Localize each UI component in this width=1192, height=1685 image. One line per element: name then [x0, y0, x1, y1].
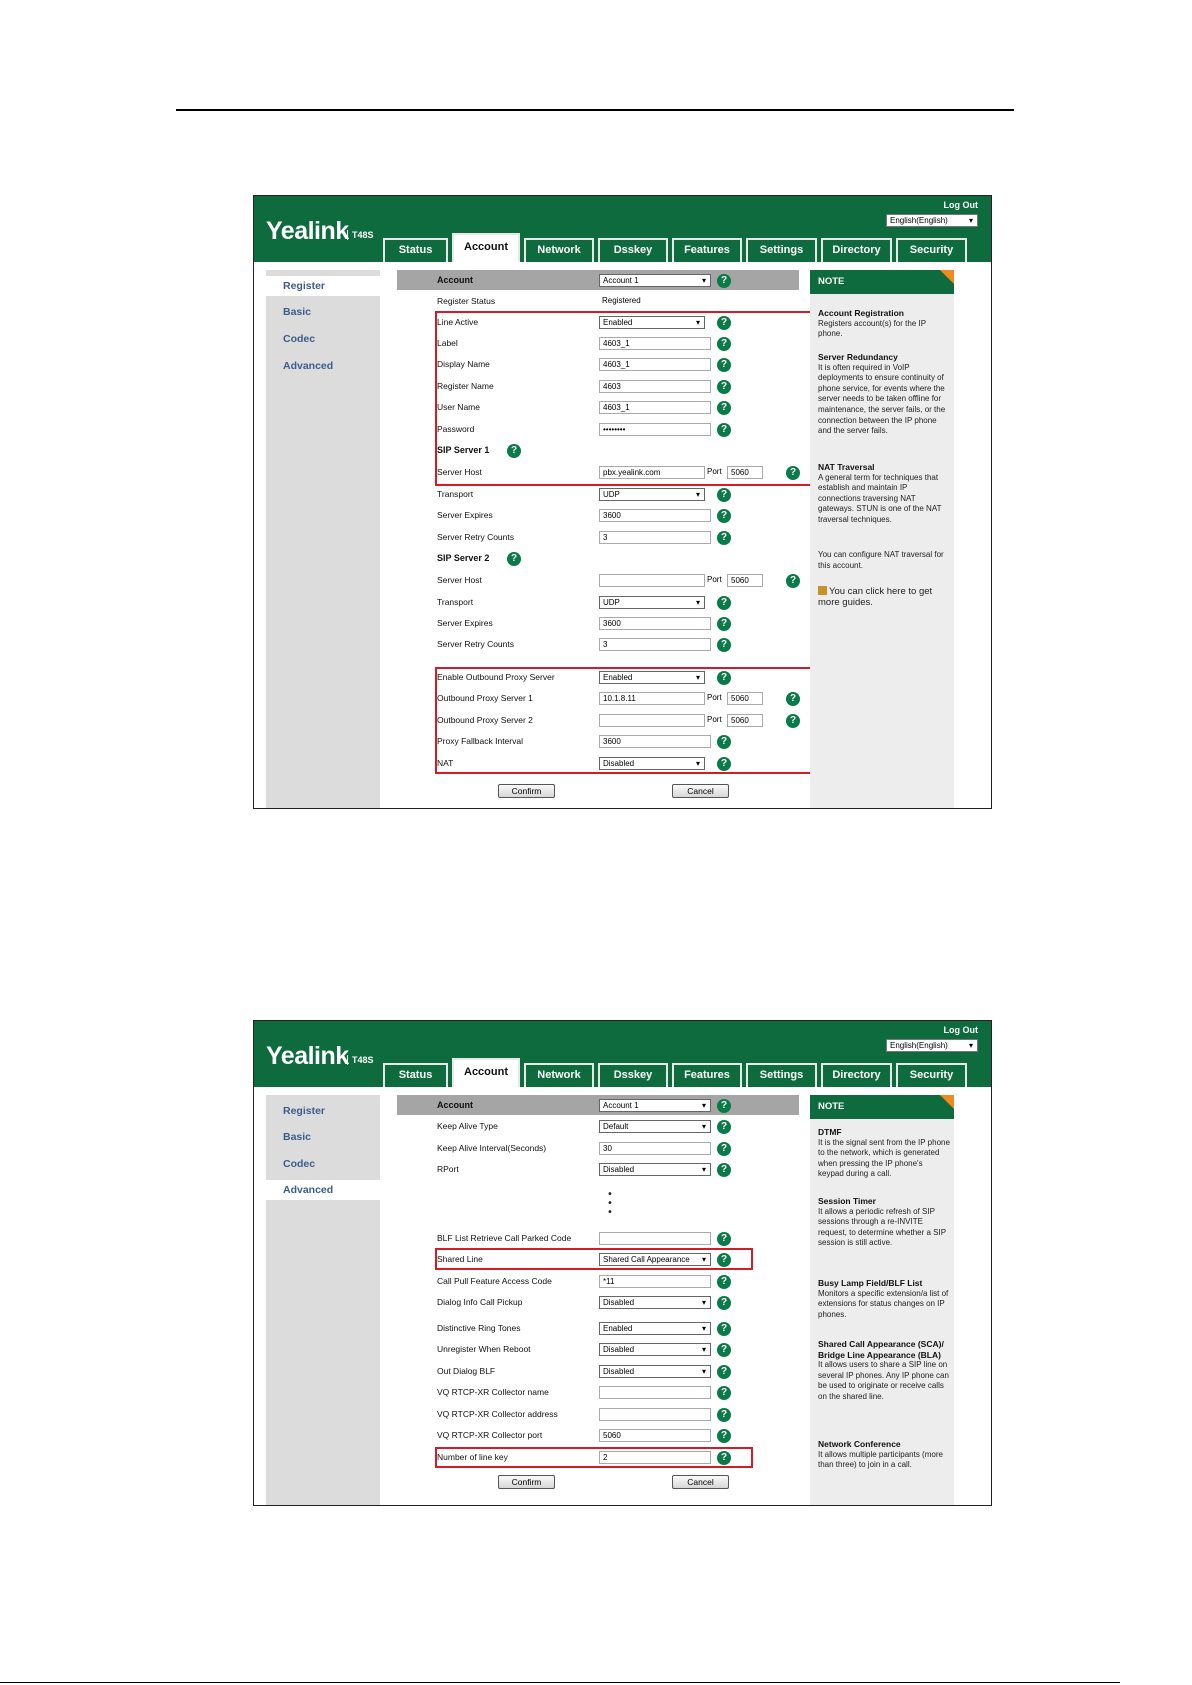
note-body: It is often required in VoIP deployments to ensure continuity of phone service, for events where the server needs to be taken offline for maintenance, the server fails, or the connection between the IP phone and the server fails. — [818, 362, 946, 436]
help-icon[interactable]: ? — [717, 358, 731, 372]
help-icon[interactable]: ? — [717, 1163, 731, 1177]
book-icon — [818, 586, 827, 595]
section-title: SIP Server 2 — [437, 553, 490, 563]
cancel-button[interactable]: Cancel — [672, 784, 729, 798]
help-icon[interactable]: ? — [507, 444, 521, 458]
tab-security[interactable]: Security — [896, 1063, 967, 1087]
note-body: You can configure NAT traversal for this account. — [818, 550, 944, 570]
unregister-reboot-row — [437, 1341, 799, 1361]
sidebar-item-advanced[interactable]: Advanced — [266, 1180, 381, 1200]
rport-select[interactable]: Disabled ▾ — [599, 1163, 711, 1176]
field-label: VQ RTCP-XR Collector address — [437, 1409, 558, 1419]
note-section — [818, 352, 950, 437]
model-label: T48S — [347, 1055, 374, 1065]
yealink-logo: Yealink — [266, 217, 349, 245]
tab-features[interactable]: Features — [672, 1063, 742, 1087]
rport-row — [437, 1161, 799, 1181]
logout-link[interactable]: Log Out — [943, 200, 978, 210]
account-select[interactable]: Account 1 ▾ — [599, 274, 711, 287]
note-panel — [810, 1095, 954, 1505]
keep-alive-type-select[interactable]: Default ▾ — [599, 1120, 711, 1133]
server-host-input[interactable]: pbx.yealink.com — [599, 466, 705, 479]
field-label: Shared Line — [437, 1254, 483, 1264]
note-body: It allows users to share a SIP line on several IP phones. Any IP phone can be used to originate or receive calls on the shared line. — [818, 1360, 949, 1401]
user-name-input[interactable]: 4603_1 — [599, 401, 711, 414]
transport-select[interactable]: UDP ▾ — [599, 596, 705, 609]
note-section — [818, 1127, 950, 1180]
vq-address-input[interactable] — [599, 1408, 711, 1421]
highlight-box — [435, 667, 827, 774]
page-body — [254, 1087, 991, 1505]
server-expires-2-row — [437, 615, 799, 635]
help-icon[interactable]: ? — [717, 638, 731, 652]
account-label: Account — [437, 1100, 473, 1110]
out-dialog-blf-select[interactable]: Disabled ▾ — [599, 1365, 711, 1378]
note-heading: Session Timer — [818, 1196, 876, 1206]
note-heading: Server Redundancy — [818, 352, 898, 362]
line-active-select[interactable]: Enabled ▾ — [599, 316, 705, 329]
port-input[interactable]: 5060 — [727, 692, 763, 705]
screenshot-advanced-page — [253, 1020, 992, 1506]
keep-alive-interval-input[interactable]: 30 — [599, 1142, 711, 1155]
note-body: It allows a periodic refresh of SIP sessions through a re-INVITE request, to determine whether a SIP session is still active. — [818, 1206, 946, 1248]
sidebar-item-advanced[interactable]: Advanced — [283, 360, 334, 372]
note-panel — [810, 270, 954, 808]
sidebar-item-register[interactable]: Register — [266, 276, 380, 296]
note-title: NOTE — [810, 270, 954, 294]
field-label: Out Dialog BLF — [437, 1366, 496, 1376]
line-key-count-input[interactable]: 2 — [599, 1451, 711, 1464]
note-heading: Busy Lamp Field/BLF List — [818, 1278, 923, 1288]
note-section — [818, 462, 950, 526]
help-icon[interactable]: ? — [717, 1099, 731, 1113]
field-label: Unregister When Reboot — [437, 1344, 531, 1354]
keep-alive-interval-row — [437, 1140, 799, 1160]
account-select[interactable]: Account 1 ▾ — [599, 1099, 711, 1112]
highlight-box — [435, 311, 827, 486]
vq-name-row — [437, 1384, 799, 1404]
tab-settings[interactable]: Settings — [746, 238, 817, 262]
vq-name-input[interactable] — [599, 1386, 711, 1399]
field-label: NAT — [437, 758, 454, 768]
port-input[interactable]: 5060 — [727, 714, 763, 727]
model-label: T48S — [347, 230, 374, 240]
field-label: Number of line key — [437, 1452, 508, 1462]
register-form — [397, 270, 799, 808]
port-label: Port — [707, 467, 722, 476]
field-label: Password — [437, 424, 475, 434]
help-icon[interactable]: ? — [717, 1232, 731, 1246]
account-row — [437, 272, 799, 292]
register-name-input[interactable]: 4603 — [599, 380, 711, 393]
keep-alive-type-row — [437, 1118, 799, 1138]
tab-dsskey[interactable]: Dsskey — [598, 238, 668, 262]
field-label: Server Expires — [437, 510, 493, 520]
transport-1-row — [437, 486, 799, 506]
note-heading: Network Conference — [818, 1439, 901, 1449]
field-label: Register Name — [437, 381, 494, 391]
server-retry-2-row — [437, 636, 799, 656]
help-icon[interactable]: ? — [717, 531, 731, 545]
field-label: Server Host — [437, 575, 482, 585]
tab-security[interactable]: Security — [896, 238, 967, 262]
dialog-pickup-row — [437, 1294, 799, 1314]
help-icon[interactable]: ? — [717, 423, 731, 437]
highlight-box — [435, 1447, 753, 1468]
tab-dsskey[interactable]: Dsskey — [598, 1063, 668, 1087]
help-icon[interactable]: ? — [717, 274, 731, 288]
tab-directory[interactable]: Directory — [821, 238, 892, 262]
transport-select[interactable]: UDP ▾ — [599, 488, 705, 501]
help-icon[interactable]: ? — [717, 380, 731, 394]
tab-network[interactable]: Network — [524, 238, 594, 262]
field-label: VQ RTCP-XR Collector name — [437, 1387, 549, 1397]
server-expires-1-row — [437, 507, 799, 527]
password-input[interactable]: •••••••• — [599, 423, 711, 436]
server-host-2-row — [437, 572, 799, 592]
help-icon[interactable]: ? — [717, 401, 731, 415]
server-retry-1-row — [437, 529, 799, 549]
note-guide-link[interactable] — [818, 586, 950, 608]
vq-port-input[interactable]: 5060 — [599, 1429, 711, 1442]
tab-settings[interactable]: Settings — [746, 1063, 817, 1087]
tab-account[interactable]: Account — [452, 233, 520, 263]
shared-line-select[interactable]: Shared Call Appearance ▾ — [599, 1253, 711, 1266]
field-label: RPort — [437, 1164, 459, 1174]
help-icon[interactable]: ? — [786, 692, 800, 706]
help-icon[interactable]: ? — [717, 337, 731, 351]
help-icon[interactable]: ? — [717, 1296, 731, 1310]
nat-select[interactable]: Disabled ▾ — [599, 757, 705, 770]
field-label: Transport — [437, 489, 474, 499]
help-icon[interactable]: ? — [786, 466, 800, 480]
field-label: Keep Alive Interval(Seconds) — [437, 1143, 547, 1153]
tab-network[interactable]: Network — [524, 1063, 594, 1087]
server-host-input[interactable] — [599, 574, 705, 587]
port-label: Port — [707, 693, 722, 702]
out-dialog-blf-row — [437, 1363, 799, 1383]
help-icon[interactable]: ? — [717, 671, 731, 685]
port-input[interactable]: 5060 — [727, 574, 763, 587]
field-label: Dialog Info Call Pickup — [437, 1297, 523, 1307]
tab-account[interactable]: Account — [452, 1058, 520, 1088]
help-icon[interactable]: ? — [717, 1386, 731, 1400]
field-label: Server Retry Counts — [437, 532, 514, 542]
tab-status[interactable]: Status — [383, 1063, 448, 1087]
sidebar-item-basic[interactable]: Basic — [283, 306, 312, 318]
register-status-row — [437, 293, 799, 313]
help-icon[interactable]: ? — [717, 1451, 731, 1465]
note-section — [818, 1439, 950, 1471]
account-label: Account — [437, 275, 473, 285]
advanced-form — [397, 1095, 799, 1505]
field-label: Distinctive Ring Tones — [437, 1323, 521, 1333]
field-label: Transport — [437, 597, 474, 607]
cancel-button[interactable]: Cancel — [672, 1475, 729, 1489]
help-icon[interactable]: ? — [717, 1343, 731, 1357]
note-body: It is the signal sent from the IP phone to the network, which is generated when pressing the IP phone's keypad during a call. — [818, 1137, 950, 1179]
help-icon[interactable]: ? — [717, 316, 731, 330]
field-label: Call Pull Feature Access Code — [437, 1276, 552, 1286]
field-label: Server Retry Counts — [437, 639, 514, 649]
sip-server-2-heading — [437, 550, 799, 570]
note-title: NOTE — [810, 1095, 954, 1119]
help-icon[interactable]: ? — [717, 596, 731, 610]
note-heading: Shared Call Appearance (SCA)/ Bridge Line Appearance (BLA) — [818, 1339, 944, 1360]
server-retry-input[interactable]: 3 — [599, 638, 711, 651]
sidebar-item-codec[interactable]: Codec — [283, 1158, 316, 1170]
help-icon[interactable]: ? — [717, 1275, 731, 1289]
field-label: Keep Alive Type — [437, 1121, 498, 1131]
note-section — [818, 308, 950, 340]
tab-directory[interactable]: Directory — [821, 1063, 892, 1087]
field-label: Register Status — [437, 296, 496, 306]
help-icon[interactable]: ? — [786, 574, 800, 588]
header-bar — [254, 196, 991, 262]
language-select[interactable]: English(English) ▾ — [886, 214, 978, 227]
help-icon[interactable]: ? — [717, 509, 731, 523]
help-icon[interactable]: ? — [717, 1429, 731, 1443]
sidebar — [266, 270, 380, 808]
ellipsis-vertical-icon: • • • — [607, 1189, 613, 1218]
call-pull-input[interactable]: *11 — [599, 1275, 711, 1288]
server-expires-input[interactable]: 3600 — [599, 617, 711, 630]
port-label: Port — [707, 575, 722, 584]
help-icon[interactable]: ? — [717, 1253, 731, 1267]
note-section — [818, 1339, 950, 1403]
field-label: VQ RTCP-XR Collector port — [437, 1430, 543, 1440]
page-body — [254, 262, 991, 808]
tab-features[interactable]: Features — [672, 238, 742, 262]
help-icon[interactable]: ? — [717, 488, 731, 502]
server-retry-input[interactable]: 3 — [599, 531, 711, 544]
tab-status[interactable]: Status — [383, 238, 448, 262]
display-name-input[interactable]: 4603_1 — [599, 358, 711, 371]
note-body: It allows multiple participants (more than three) to join in a call. — [818, 1449, 943, 1470]
note-corner-icon — [940, 1095, 954, 1109]
field-label: Proxy Fallback Interval — [437, 736, 523, 746]
confirm-button[interactable]: Confirm — [498, 1475, 555, 1489]
note-section — [818, 1196, 950, 1249]
highlight-box — [435, 1248, 753, 1270]
help-icon[interactable]: ? — [717, 757, 731, 771]
note-corner-icon — [940, 270, 954, 284]
help-icon[interactable]: ? — [717, 1142, 731, 1156]
help-icon[interactable]: ? — [717, 1322, 731, 1336]
server-expires-input[interactable]: 3600 — [599, 509, 711, 522]
help-icon[interactable]: ? — [717, 1120, 731, 1134]
distinctive-ring-row — [437, 1320, 799, 1340]
sidebar-item-codec[interactable]: Codec — [283, 333, 316, 345]
blf-retrieve-row — [437, 1230, 799, 1250]
field-label: Display Name — [437, 359, 490, 369]
note-section — [818, 1278, 950, 1320]
help-icon[interactable]: ? — [717, 1365, 731, 1379]
note-guide-text[interactable]: You can click here to get more guides. — [818, 586, 933, 608]
field-label: Server Expires — [437, 618, 493, 628]
field-label: Line Active — [437, 317, 479, 327]
page-top-rule — [176, 109, 1014, 111]
section-title: SIP Server 1 — [437, 445, 490, 455]
note-heading: DTMF — [818, 1127, 842, 1137]
help-icon[interactable]: ? — [717, 617, 731, 631]
port-label: Port — [707, 715, 722, 724]
note-section — [818, 550, 950, 571]
transport-2-row — [437, 594, 799, 614]
logout-link[interactable]: Log Out — [943, 1025, 978, 1035]
outbound-enable-select[interactable]: Enabled ▾ — [599, 671, 705, 684]
confirm-button[interactable]: Confirm — [498, 784, 555, 798]
unregister-reboot-select[interactable]: Disabled ▾ — [599, 1343, 711, 1356]
account-row — [437, 1097, 799, 1117]
field-label: BLF List Retrieve Call Parked Code — [437, 1233, 572, 1243]
language-select[interactable]: English(English) ▾ — [886, 1039, 978, 1052]
page-bottom-rule — [0, 1682, 1120, 1683]
help-icon[interactable]: ? — [786, 714, 800, 728]
sidebar-item-basic[interactable]: Basic — [283, 1131, 312, 1143]
sidebar — [266, 1095, 380, 1505]
note-heading: NAT Traversal — [818, 462, 875, 472]
outbound-proxy-1-input[interactable]: 10.1.8.11 — [599, 692, 705, 705]
note-body: A general term for techniques that establish and maintain IP connections traversing NAT gateways. STUN is one of the NAT traversal techniques. — [818, 472, 942, 524]
help-icon[interactable]: ? — [507, 552, 521, 566]
field-label: User Name — [437, 402, 480, 412]
note-body: Registers account(s) for the IP phone. — [818, 318, 926, 339]
field-label: Label — [437, 338, 458, 348]
vq-port-row — [437, 1427, 799, 1447]
call-pull-row — [437, 1273, 799, 1293]
help-icon[interactable]: ? — [717, 735, 731, 749]
field-label: Server Host — [437, 467, 482, 477]
field-label: Enable Outbound Proxy Server — [437, 672, 555, 682]
label-input[interactable]: 4603_1 — [599, 337, 711, 350]
header-bar — [254, 1021, 991, 1087]
proxy-fallback-input[interactable]: 3600 — [599, 735, 711, 748]
register-status-value: Registered — [602, 296, 641, 305]
port-input[interactable]: 5060 — [727, 466, 763, 479]
note-body: Monitors a specific extension/a list of extensions for status changes on IP phones. — [818, 1288, 949, 1319]
dialog-pickup-select[interactable]: Disabled ▾ — [599, 1296, 711, 1309]
screenshot-register-page — [253, 195, 992, 809]
yealink-logo: Yealink — [266, 1042, 349, 1070]
help-icon[interactable]: ? — [717, 1408, 731, 1422]
sidebar-item-register[interactable]: Register — [283, 1105, 326, 1117]
vq-address-row — [437, 1406, 799, 1426]
blf-retrieve-input[interactable] — [599, 1232, 711, 1245]
distinctive-ring-select[interactable]: Enabled ▾ — [599, 1322, 711, 1335]
field-label: Outbound Proxy Server 1 — [437, 693, 533, 703]
field-label: Outbound Proxy Server 2 — [437, 715, 533, 725]
note-heading: Account Registration — [818, 308, 904, 318]
